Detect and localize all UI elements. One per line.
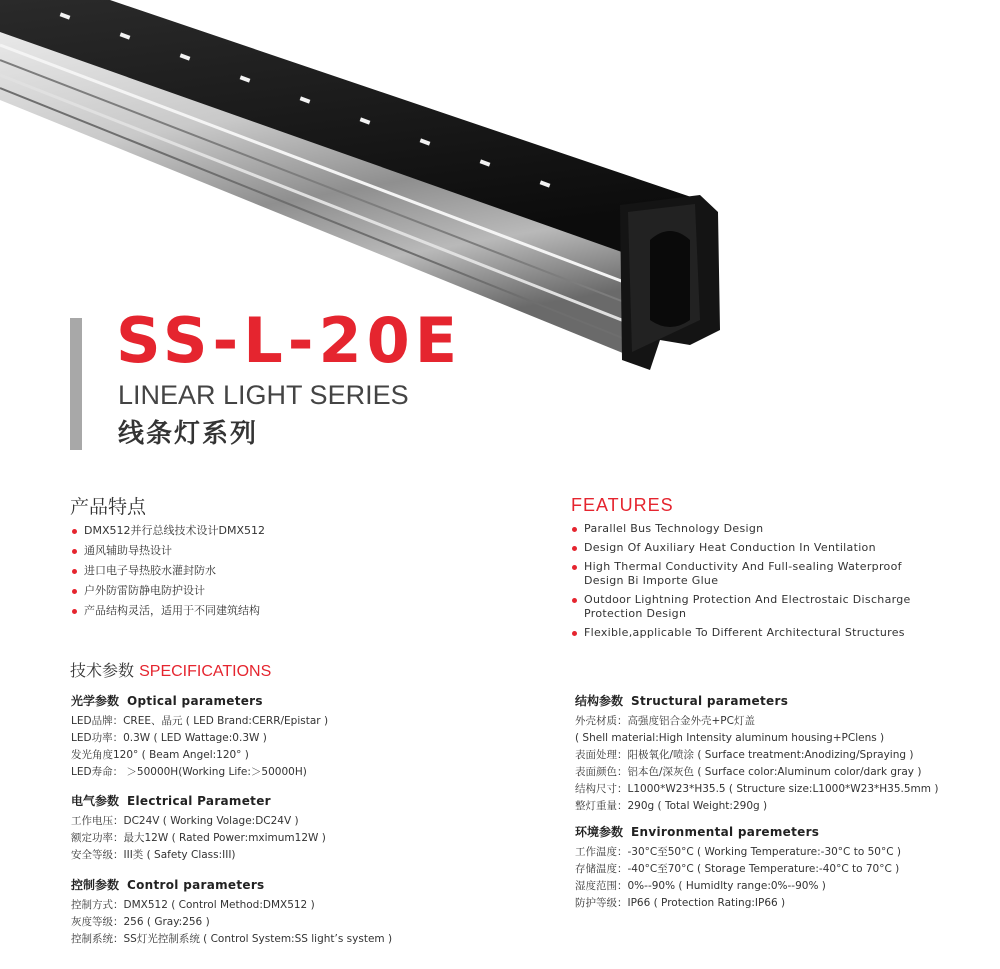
bullet-dot-icon [72,609,77,614]
bullet-dot-icon [572,565,577,570]
bullet-dot-icon [72,589,77,594]
spec-row: 控制系统：SS灯光控制系统 ( Control System:SS light’s system ) [71,933,393,945]
features-list-en [572,522,912,645]
group-heading: 结构参数 Structural parameters [575,694,789,708]
spec-row: 防护等级：IP66 ( Protection Rating:IP66 ) [575,897,786,909]
specifications-heading-cn: 技术参数 [70,661,135,680]
control-parameters [71,876,491,948]
spec-row: 表面颜色：铝本色/深灰色 ( Surface color:Aluminum color/dark gray ) [575,766,922,778]
list-item: 通风辅助导热设计 [72,544,502,558]
list-item: 户外防雷防静电防护设计 [72,584,502,598]
spec-row: 灰度等级：256 ( Gray:256 ) [71,916,210,928]
spec-row: LED功率：0.3W ( LED Wattage:0.3W ) [71,732,267,744]
spec-row: 发光角度120° ( Beam Angel:120° ) [71,749,249,761]
spec-row: 外壳材质：高强度铝合金外壳+PC灯盖 [575,715,755,727]
bullet-dot-icon [72,549,77,554]
spec-row: ( Shell material:High Intensity aluminum housing+PClens ) [575,732,885,744]
list-item: Design Of Auxiliary Heat Conduction In Ventilation [572,541,912,555]
electrical-parameters [71,792,491,864]
bullet-dot-icon [72,569,77,574]
bullet-dot-icon [572,546,577,551]
series-title-cn: 线条灯系列 [118,419,259,449]
group-heading: 电气参数 Electrical Parameter [71,794,271,808]
list-item: High Thermal Conductivity And Full-sealing Waterproof Design Bi Importe Glue [572,560,912,588]
title-accent-bar [70,318,82,450]
features-heading-cn: 产品特点 [70,496,147,518]
spec-row: 额定功率：最大12W ( Rated Power:mximum12W ) [71,832,326,844]
spec-row: 湿度范围：0%--90% ( Humidlty range:0%--90% ) [575,880,826,892]
list-item: Outdoor Lightning Protection And Electrostaic Discharge Protection Design [572,593,912,621]
bullet-dot-icon [572,527,577,532]
spec-row: 工作温度：-30°C至50°C ( Working Temperature:-30°C to 50°C ) [575,846,901,858]
specifications-heading-en: SPECIFICATIONS [139,663,272,680]
environmental-parameters [575,823,995,912]
model-number: SS-L-20E [116,304,463,377]
spec-row: LED寿命： ＞50000H(Working Life:＞50000H) [71,766,307,778]
bullet-dot-icon [72,529,77,534]
spec-row: 表面处理：阳极氧化/喷涂 ( Surface treatment:Anodizing/Spraying ) [575,749,914,761]
spec-row: 整灯重量：290g ( Total Weight:290g ) [575,800,768,812]
features-list-cn [72,524,502,624]
optical-parameters [71,692,491,781]
list-item: 进口电子导热胶水灌封防水 [72,564,502,578]
group-heading: 控制参数 Control parameters [71,878,265,892]
spec-row: 控制方式：DMX512 ( Control Method:DMX512 ) [71,899,315,911]
list-item: Flexible,applicable To Different Architectural Structures [572,626,912,640]
list-item: DMX512并行总线技术设计DMX512 [72,524,502,538]
group-heading: 光学参数 Optical parameters [71,694,263,708]
spec-row: 安全等级：III类 ( Safety Class:III) [71,849,236,861]
features-heading-en: FEATURES [571,495,674,515]
spec-row: LED品牌：CREE、晶元 ( LED Brand:CERR/Epistar ) [71,715,329,727]
list-item: 产品结构灵活，适用于不同建筑结构 [72,604,502,618]
spec-row: 工作电压：DC24V ( Working Volage:DC24V ) [71,815,299,827]
list-item: Parallel Bus Technology Design [572,522,912,536]
spec-row: 结构尺寸：L1000*W23*H35.5 ( Structure size:L1000*W23*H35.5mm ) [575,783,939,795]
spec-row: 存储温度：-40°C至70°C ( Storage Temperature:-40°C to 70°C ) [575,863,900,875]
series-title-en: LINEAR LIGHT SERIES [118,380,409,410]
specifications-heading [70,658,271,681]
bullet-dot-icon [572,631,577,636]
bullet-dot-icon [572,598,577,603]
structural-parameters [575,692,995,815]
group-heading: 环境参数 Environmental paremeters [575,825,820,839]
